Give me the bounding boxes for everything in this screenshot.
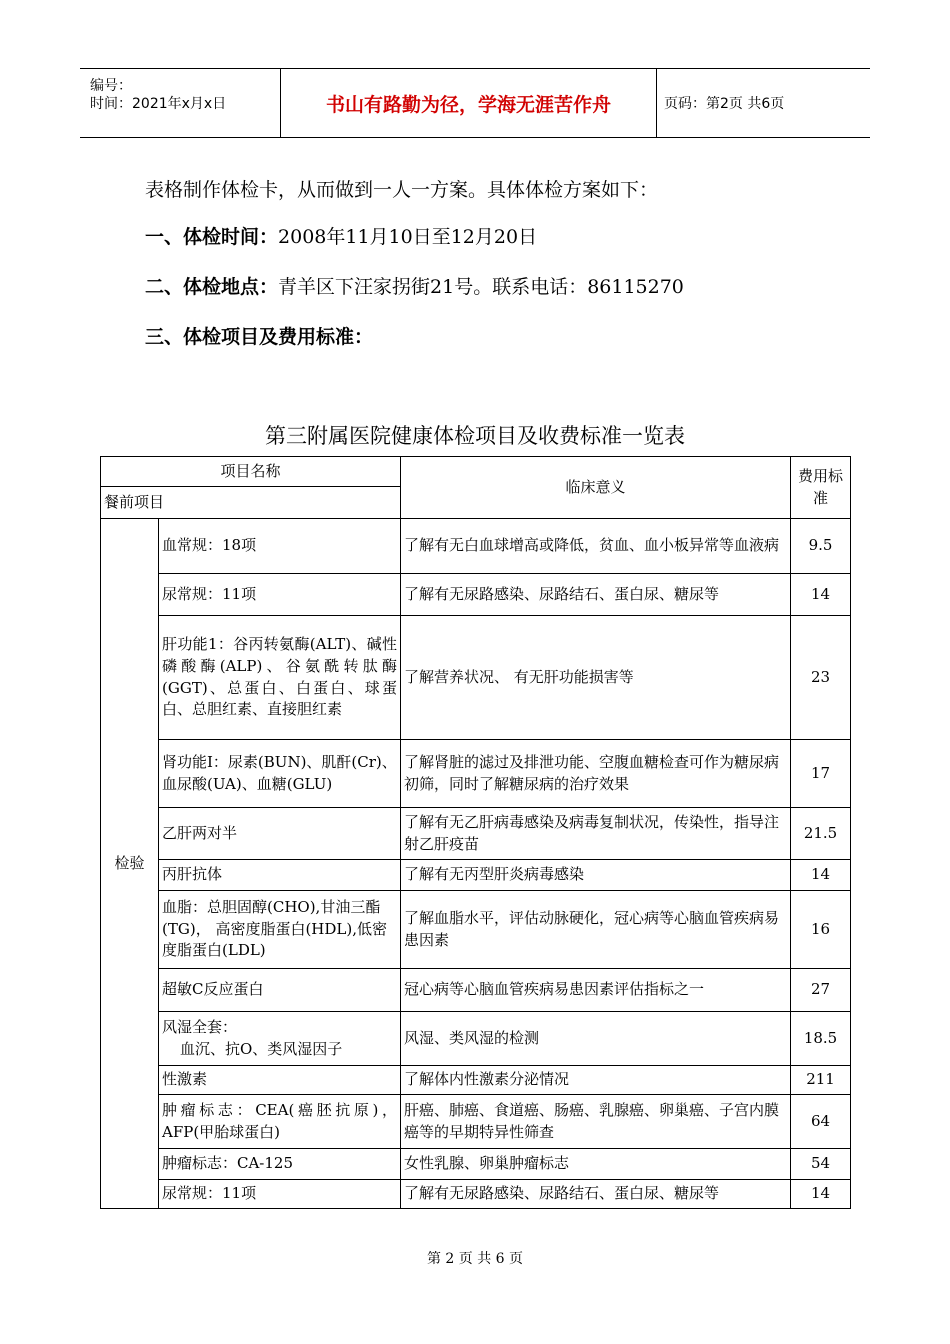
- item-meaning: 了解有无丙型肝炎病毒感染: [401, 860, 791, 891]
- group-label: 检验: [101, 519, 159, 1209]
- item-fee: 18.5: [791, 1012, 851, 1066]
- intro-line: 表格制作体检卡，从而做到一人一方案。具体体检方案如下：: [145, 179, 659, 201]
- page-header: [80, 68, 870, 138]
- item-meaning: 冠心病等心脑血管疾病易患因素评估指标之一: [401, 969, 791, 1012]
- section-exam-items: [145, 322, 373, 349]
- table-row: [101, 808, 851, 860]
- item-fee: 211: [791, 1066, 851, 1095]
- header-item-name: 项目名称: [101, 457, 401, 487]
- item-name: 超敏C反应蛋白: [159, 969, 401, 1012]
- section-exam-place: [145, 272, 684, 299]
- table-row: [101, 1180, 851, 1209]
- header-meta: [80, 69, 280, 137]
- item-meaning: 了解有无尿路感染、尿路结石、蛋白尿、糖尿等: [401, 574, 791, 616]
- section-exam-time-label: 一、体检时间：: [145, 226, 279, 248]
- item-meaning: 了解有无白血球增高或降低，贫血、血小板异常等血液病: [401, 519, 791, 574]
- item-name: 尿常规：11项: [159, 1180, 401, 1209]
- table-header-row: [101, 457, 851, 487]
- item-name: 肝功能1：谷丙转氨酶(ALT)、碱性磷酸酶(ALP)、谷氨酰转肽酶(GGT)、总蛋白、白蛋白、球蛋白、总胆红素、直接胆红素: [159, 616, 401, 740]
- fee-table: [100, 456, 851, 1209]
- serial-label: 编号：: [90, 78, 132, 94]
- item-fee: 14: [791, 1180, 851, 1209]
- item-name-line2: 血沉、抗O、类风湿因子: [180, 1039, 343, 1058]
- table-row: [101, 519, 851, 574]
- page-footer: 第 2 页 共 6 页: [426, 1251, 524, 1267]
- item-name: 血脂：总胆固醇(CHO),甘油三酯(TG)， 高密度脂蛋白(HDL),低密度脂蛋白(LDL): [159, 891, 401, 969]
- item-name: 肿瘤标志：CA-125: [159, 1149, 401, 1180]
- table-row: [101, 891, 851, 969]
- item-meaning: 肝癌、肺癌、食道癌、肠癌、乳腺癌、卵巢癌、子宫内膜癌等的早期特异性筛查: [401, 1095, 791, 1149]
- item-fee: 54: [791, 1149, 851, 1180]
- date-line: 时间：2021年x月x日: [90, 96, 227, 112]
- item-name: 丙肝抗体: [159, 860, 401, 891]
- table-row: [101, 1095, 851, 1149]
- section-exam-place-label: 二、体检地点：: [145, 276, 279, 298]
- item-fee: 23: [791, 616, 851, 740]
- table-row: [101, 1012, 851, 1066]
- item-name-line1: 风湿全套：: [162, 1017, 238, 1036]
- item-name: 尿常规：11项: [159, 574, 401, 616]
- header-fee: 费用标准: [791, 457, 851, 519]
- item-fee: 14: [791, 574, 851, 616]
- section-exam-time-value: 2008年11月10日至12月20日: [278, 226, 538, 248]
- header-clinical: 临床意义: [401, 457, 791, 519]
- item-meaning: 风湿、类风湿的检测: [401, 1012, 791, 1066]
- item-meaning: 了解肾脏的滤过及排泄功能、空腹血糖检查可作为糖尿病初筛，同时了解糖尿病的治疗效果: [401, 740, 791, 808]
- item-name: 肿瘤标志：CEA(癌胚抗原)，AFP(甲胎球蛋白): [159, 1095, 401, 1149]
- item-fee: 9.5: [791, 519, 851, 574]
- item-meaning: 了解体内性激素分泌情况: [401, 1066, 791, 1095]
- item-name: 肾功能I：尿素(BUN)、肌酐(Cr)、血尿酸(UA)、血糖(GLU): [159, 740, 401, 808]
- item-fee: 64: [791, 1095, 851, 1149]
- item-name: 血常规：18项: [159, 519, 401, 574]
- item-name: 乙肝两对半: [159, 808, 401, 860]
- section-exam-time: [145, 222, 537, 249]
- item-meaning: 女性乳腺、卵巢肿瘤标志: [401, 1149, 791, 1180]
- table-row: [101, 1066, 851, 1095]
- table-title: 第三附属医院健康体检项目及收费标准一览表: [265, 424, 685, 448]
- header-fasting: 餐前项目: [101, 487, 401, 519]
- item-fee: 27: [791, 969, 851, 1012]
- item-name: 性激素: [159, 1066, 401, 1095]
- header-motto: 书山有路勤为径，学海无涯苦作舟: [280, 69, 657, 137]
- item-fee: 17: [791, 740, 851, 808]
- item-fee: 21.5: [791, 808, 851, 860]
- table-row: [101, 1149, 851, 1180]
- item-meaning: 了解营养状况、 有无肝功能损害等: [401, 616, 791, 740]
- item-fee: 16: [791, 891, 851, 969]
- table-row: [101, 616, 851, 740]
- header-page-info: 页码：第2页 共6页: [664, 96, 785, 112]
- section-exam-items-label: 三、体检项目及费用标准：: [145, 326, 374, 348]
- table-row: [101, 574, 851, 616]
- item-fee: 14: [791, 860, 851, 891]
- item-name: [159, 1012, 401, 1066]
- table-row: [101, 969, 851, 1012]
- table-row: [101, 860, 851, 891]
- item-meaning: 了解有无尿路感染、尿路结石、蛋白尿、糖尿等: [401, 1180, 791, 1209]
- section-exam-place-value: 青羊区下汪家拐街21号。联系电话：86115270: [278, 276, 684, 298]
- item-meaning: 了解有无乙肝病毒感染及病毒复制状况，传染性，指导注射乙肝疫苗: [401, 808, 791, 860]
- table-row: [101, 740, 851, 808]
- item-meaning: 了解血脂水平，评估动脉硬化，冠心病等心脑血管疾病易患因素: [401, 891, 791, 969]
